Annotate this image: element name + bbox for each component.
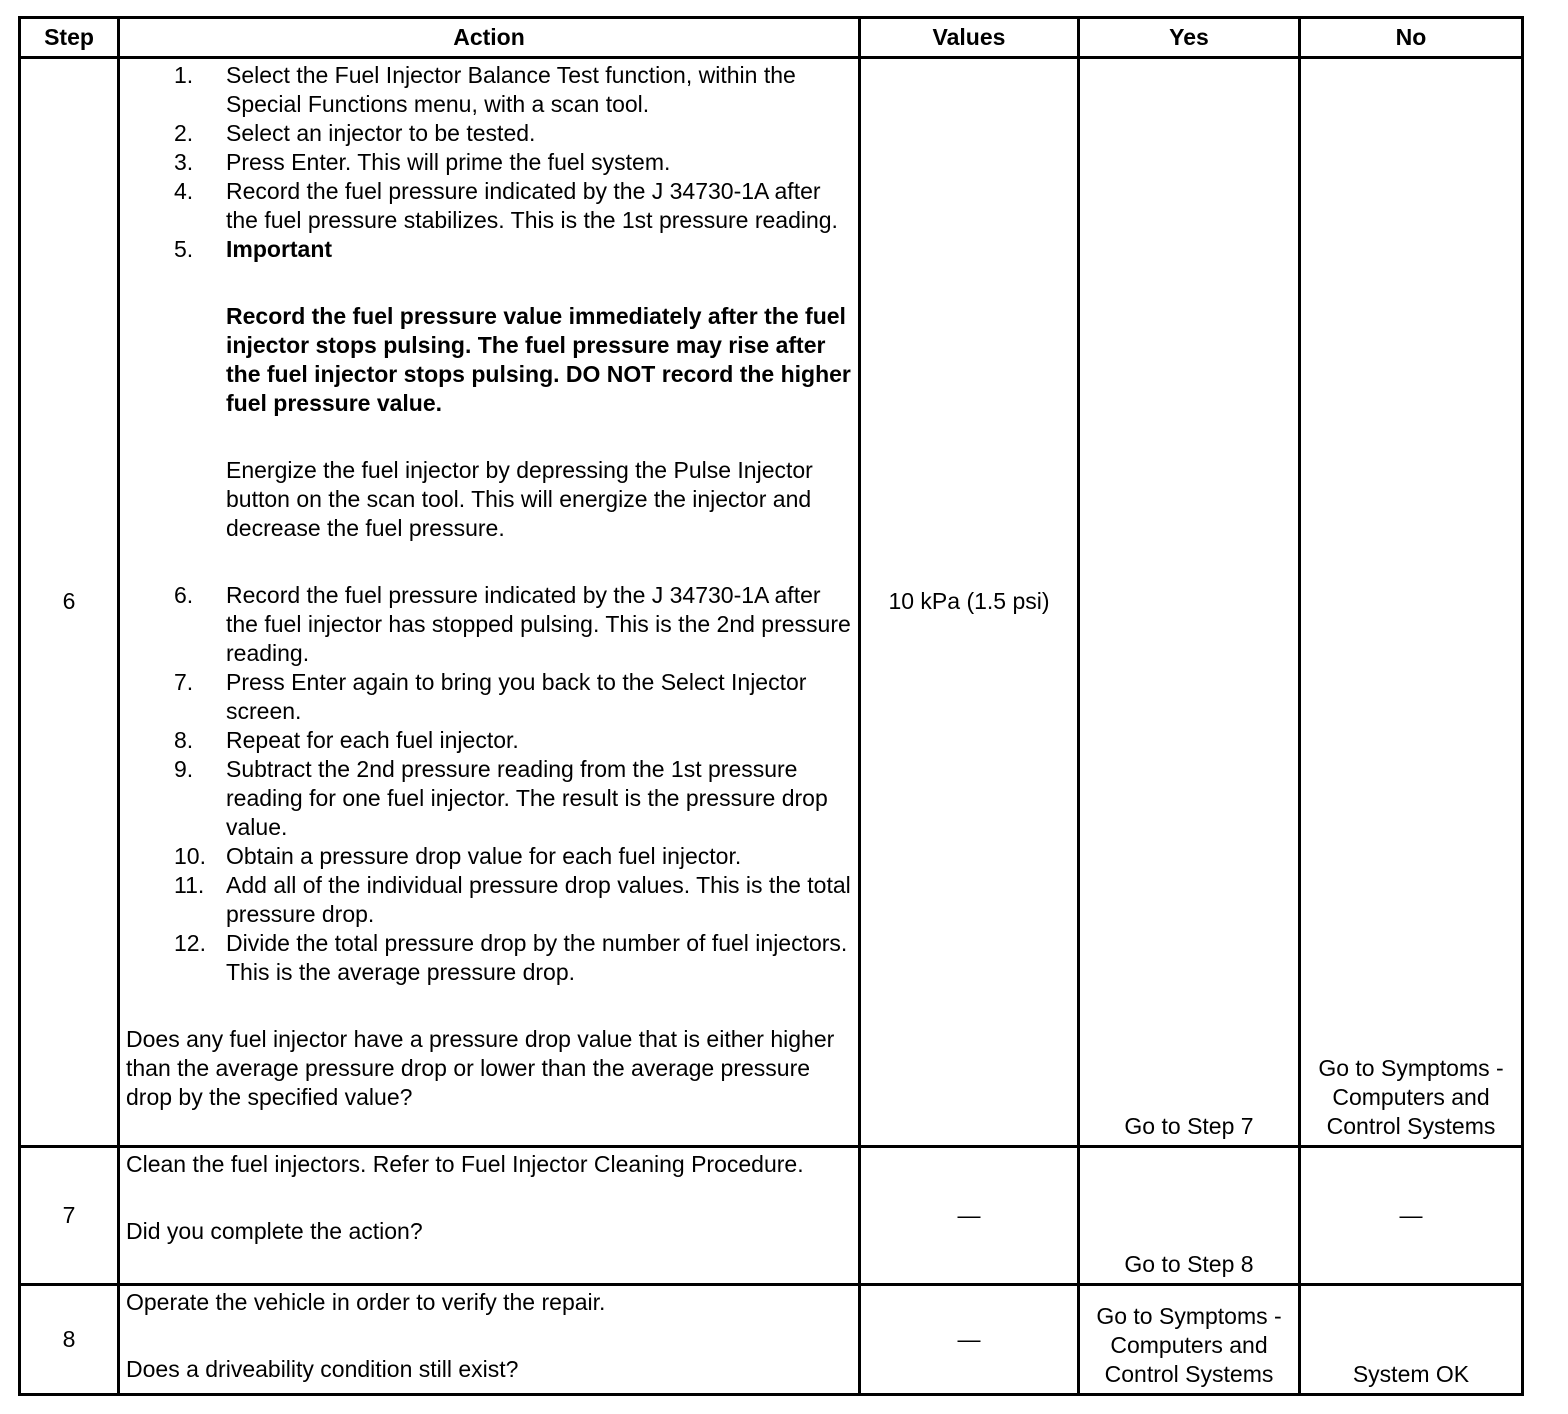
value-cell: 10 kPa (1.5 psi) xyxy=(860,58,1079,1147)
important-heading: Important xyxy=(226,236,333,263)
list-number: 3. xyxy=(174,149,194,176)
list-number: 11. xyxy=(174,872,205,899)
list-number: 2. xyxy=(174,120,194,147)
header-row xyxy=(20,18,1523,58)
table-row-step-6 xyxy=(20,58,1523,1147)
list-number: 1. xyxy=(174,62,194,89)
list-item-important xyxy=(174,235,852,581)
header-no: No xyxy=(1300,18,1523,58)
action-cell xyxy=(119,1284,860,1394)
important-note: Record the fuel pressure value immediately after the fuel injector stops pulsing. The fuel pressure may rise after the fuel injector stops pulsing. DO NOT record the higher fuel pressure value. xyxy=(226,303,851,417)
question-text: Does any fuel injector have a pressure drop value that is either higher than the average pressure drop or lower than the average pressure drop by the specified value? xyxy=(126,1026,835,1111)
list-item xyxy=(174,726,852,755)
list-item xyxy=(174,148,852,177)
list-item xyxy=(174,842,852,871)
step-number: 8 xyxy=(20,1284,119,1394)
action-cell xyxy=(119,58,860,1147)
important-instruction: Energize the fuel injector by depressing the Pulse Injector button on the scan tool. This will energize the injector and decrease the fuel pressure. xyxy=(226,457,813,542)
list-item xyxy=(174,871,852,929)
step-number: 7 xyxy=(20,1146,119,1284)
yes-cell: Go to Step 7 xyxy=(1079,58,1300,1147)
list-text: Record the fuel pressure indicated by the J 34730-1A after the fuel injector has stopped pulsing. This is the 2nd pressure reading. xyxy=(226,582,851,667)
list-item xyxy=(174,668,852,726)
header-step: Step xyxy=(20,18,119,58)
list-text: Press Enter. This will prime the fuel system. xyxy=(226,149,671,176)
question-text: Does a driveability condition still exist? xyxy=(126,1355,519,1382)
list-text: Subtract the 2nd pressure reading from the 1st pressure reading for one fuel injector. The result is the pressure drop value. xyxy=(226,756,828,841)
list-text: Obtain a pressure drop value for each fuel injector. xyxy=(226,843,742,870)
list-text: Add all of the individual pressure drop values. This is the total pressure drop. xyxy=(226,872,851,928)
list-text: Record the fuel pressure indicated by the J 34730-1A after the fuel pressure stabilizes. This is the 1st pressure reading. xyxy=(226,178,838,234)
table-row-step-7 xyxy=(20,1146,1523,1284)
list-text: Select an injector to be tested. xyxy=(226,120,536,147)
step-number: 6 xyxy=(20,58,119,1147)
list-number: 8. xyxy=(174,727,194,754)
diagnostic-table xyxy=(18,16,1524,1396)
list-item xyxy=(174,929,852,987)
list-item xyxy=(174,581,852,668)
table-row-step-8 xyxy=(20,1284,1523,1394)
action-text: Operate the vehicle in order to verify the repair. xyxy=(126,1288,606,1315)
header-action: Action xyxy=(119,18,860,58)
list-number: 12. xyxy=(174,930,206,957)
no-cell: Go to Symptoms - Computers and Control Systems xyxy=(1300,58,1523,1147)
header-values: Values xyxy=(860,18,1079,58)
action-cell xyxy=(119,1146,860,1284)
action-text: Clean the fuel injectors. Refer to Fuel Injector Cleaning Procedure. xyxy=(126,1150,804,1177)
list-number: 6. xyxy=(174,582,194,609)
header-yes: Yes xyxy=(1079,18,1300,58)
value-cell: — xyxy=(860,1284,1079,1394)
value-cell: — xyxy=(860,1146,1079,1284)
list-item xyxy=(174,177,852,235)
list-text: Select the Fuel Injector Balance Test function, within the Special Functions menu, with a scan tool. xyxy=(226,62,796,118)
no-cell: System OK xyxy=(1300,1284,1523,1394)
procedure-list xyxy=(126,61,852,987)
list-number: 5. xyxy=(174,236,194,263)
yes-cell: Go to Step 8 xyxy=(1079,1146,1300,1284)
yes-cell: Go to Symptoms - Computers and Control Systems xyxy=(1079,1284,1300,1394)
list-text: Divide the total pressure drop by the number of fuel injectors. This is the average pressure drop. xyxy=(226,930,848,986)
question-text: Did you complete the action? xyxy=(126,1217,423,1244)
list-item xyxy=(174,119,852,148)
list-item xyxy=(174,61,852,119)
list-text: Press Enter again to bring you back to the Select Injector screen. xyxy=(226,669,807,725)
list-number: 4. xyxy=(174,178,194,205)
list-item xyxy=(174,755,852,842)
list-number: 7. xyxy=(174,669,194,696)
list-number: 9. xyxy=(174,756,194,783)
list-text: Repeat for each fuel injector. xyxy=(226,727,519,754)
no-cell: — xyxy=(1300,1146,1523,1284)
list-number: 10. xyxy=(174,843,206,870)
